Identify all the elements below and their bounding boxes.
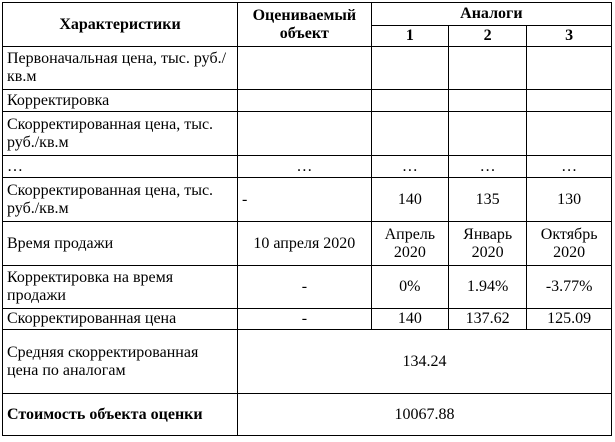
row-label: Скорректированная цена, тыс. руб./кв.м <box>3 178 238 222</box>
analog-2-value: 1.94% <box>448 266 526 309</box>
subject-value <box>238 112 372 156</box>
analog-3-value: 130 <box>527 178 612 222</box>
analog-2-value: 137.62 <box>448 309 526 330</box>
average-value: 134.24 <box>238 330 612 394</box>
subject-value <box>238 47 372 90</box>
row-label: Первоначальная цена, тыс. руб./кв.м <box>3 47 238 90</box>
analog-2-value <box>448 112 526 156</box>
subject-value: - <box>238 266 372 309</box>
subject-value: 10 апреля 2020 <box>238 222 372 266</box>
analog-2-value: … <box>448 156 526 178</box>
header-characteristics: Характеристики <box>3 3 238 47</box>
average-label: Средняя скорректированная цена по аналогам <box>3 330 238 394</box>
table-row <box>3 178 612 222</box>
row-label: … <box>3 156 238 178</box>
subject-value: - <box>238 178 372 222</box>
analog-3-value <box>527 47 612 90</box>
table-row <box>3 266 612 309</box>
analog-2-value <box>448 90 526 112</box>
total-row <box>3 394 612 436</box>
analog-1-value: 140 <box>371 309 448 330</box>
subject-value <box>238 90 372 112</box>
header-row <box>3 3 612 26</box>
average-row <box>3 330 612 394</box>
analog-3-value: … <box>527 156 612 178</box>
analog-3-value: 125.09 <box>527 309 612 330</box>
analog-1-value <box>371 47 448 90</box>
analog-1-value: 0% <box>371 266 448 309</box>
valuation-table <box>2 2 612 436</box>
total-label: Стоимость объекта оценки <box>3 394 238 436</box>
subject-value: - <box>238 309 372 330</box>
analog-1-value: … <box>371 156 448 178</box>
header-analog-3: 3 <box>527 26 612 47</box>
header-analogs: Аналоги <box>371 3 611 26</box>
analog-2-value: 135 <box>448 178 526 222</box>
row-label: Скорректированная цена, тыс. руб./кв.м <box>3 112 238 156</box>
table-row <box>3 309 612 330</box>
subject-value: … <box>238 156 372 178</box>
analog-3-value: Октябрь 2020 <box>527 222 612 266</box>
analog-1-value: Апрель 2020 <box>371 222 448 266</box>
row-label: Время продажи <box>3 222 238 266</box>
table-row <box>3 156 612 178</box>
total-value: 10067.88 <box>238 394 612 436</box>
header-subject: Оцениваемый объект <box>238 3 372 47</box>
table-row <box>3 90 612 112</box>
analog-1-value <box>371 112 448 156</box>
table-row <box>3 112 612 156</box>
header-analog-1: 1 <box>371 26 448 47</box>
table-row <box>3 47 612 90</box>
analog-1-value: 140 <box>371 178 448 222</box>
row-label: Скорректированная цена <box>3 309 238 330</box>
row-label: Корректировка <box>3 90 238 112</box>
analog-3-value <box>527 90 612 112</box>
analog-3-value: -3.77% <box>527 266 612 309</box>
analog-3-value <box>527 112 612 156</box>
header-analog-2: 2 <box>448 26 526 47</box>
analog-2-value: Январь 2020 <box>448 222 526 266</box>
analog-2-value <box>448 47 526 90</box>
analog-1-value <box>371 90 448 112</box>
row-label: Корректировка на время продажи <box>3 266 238 309</box>
table-row <box>3 222 612 266</box>
